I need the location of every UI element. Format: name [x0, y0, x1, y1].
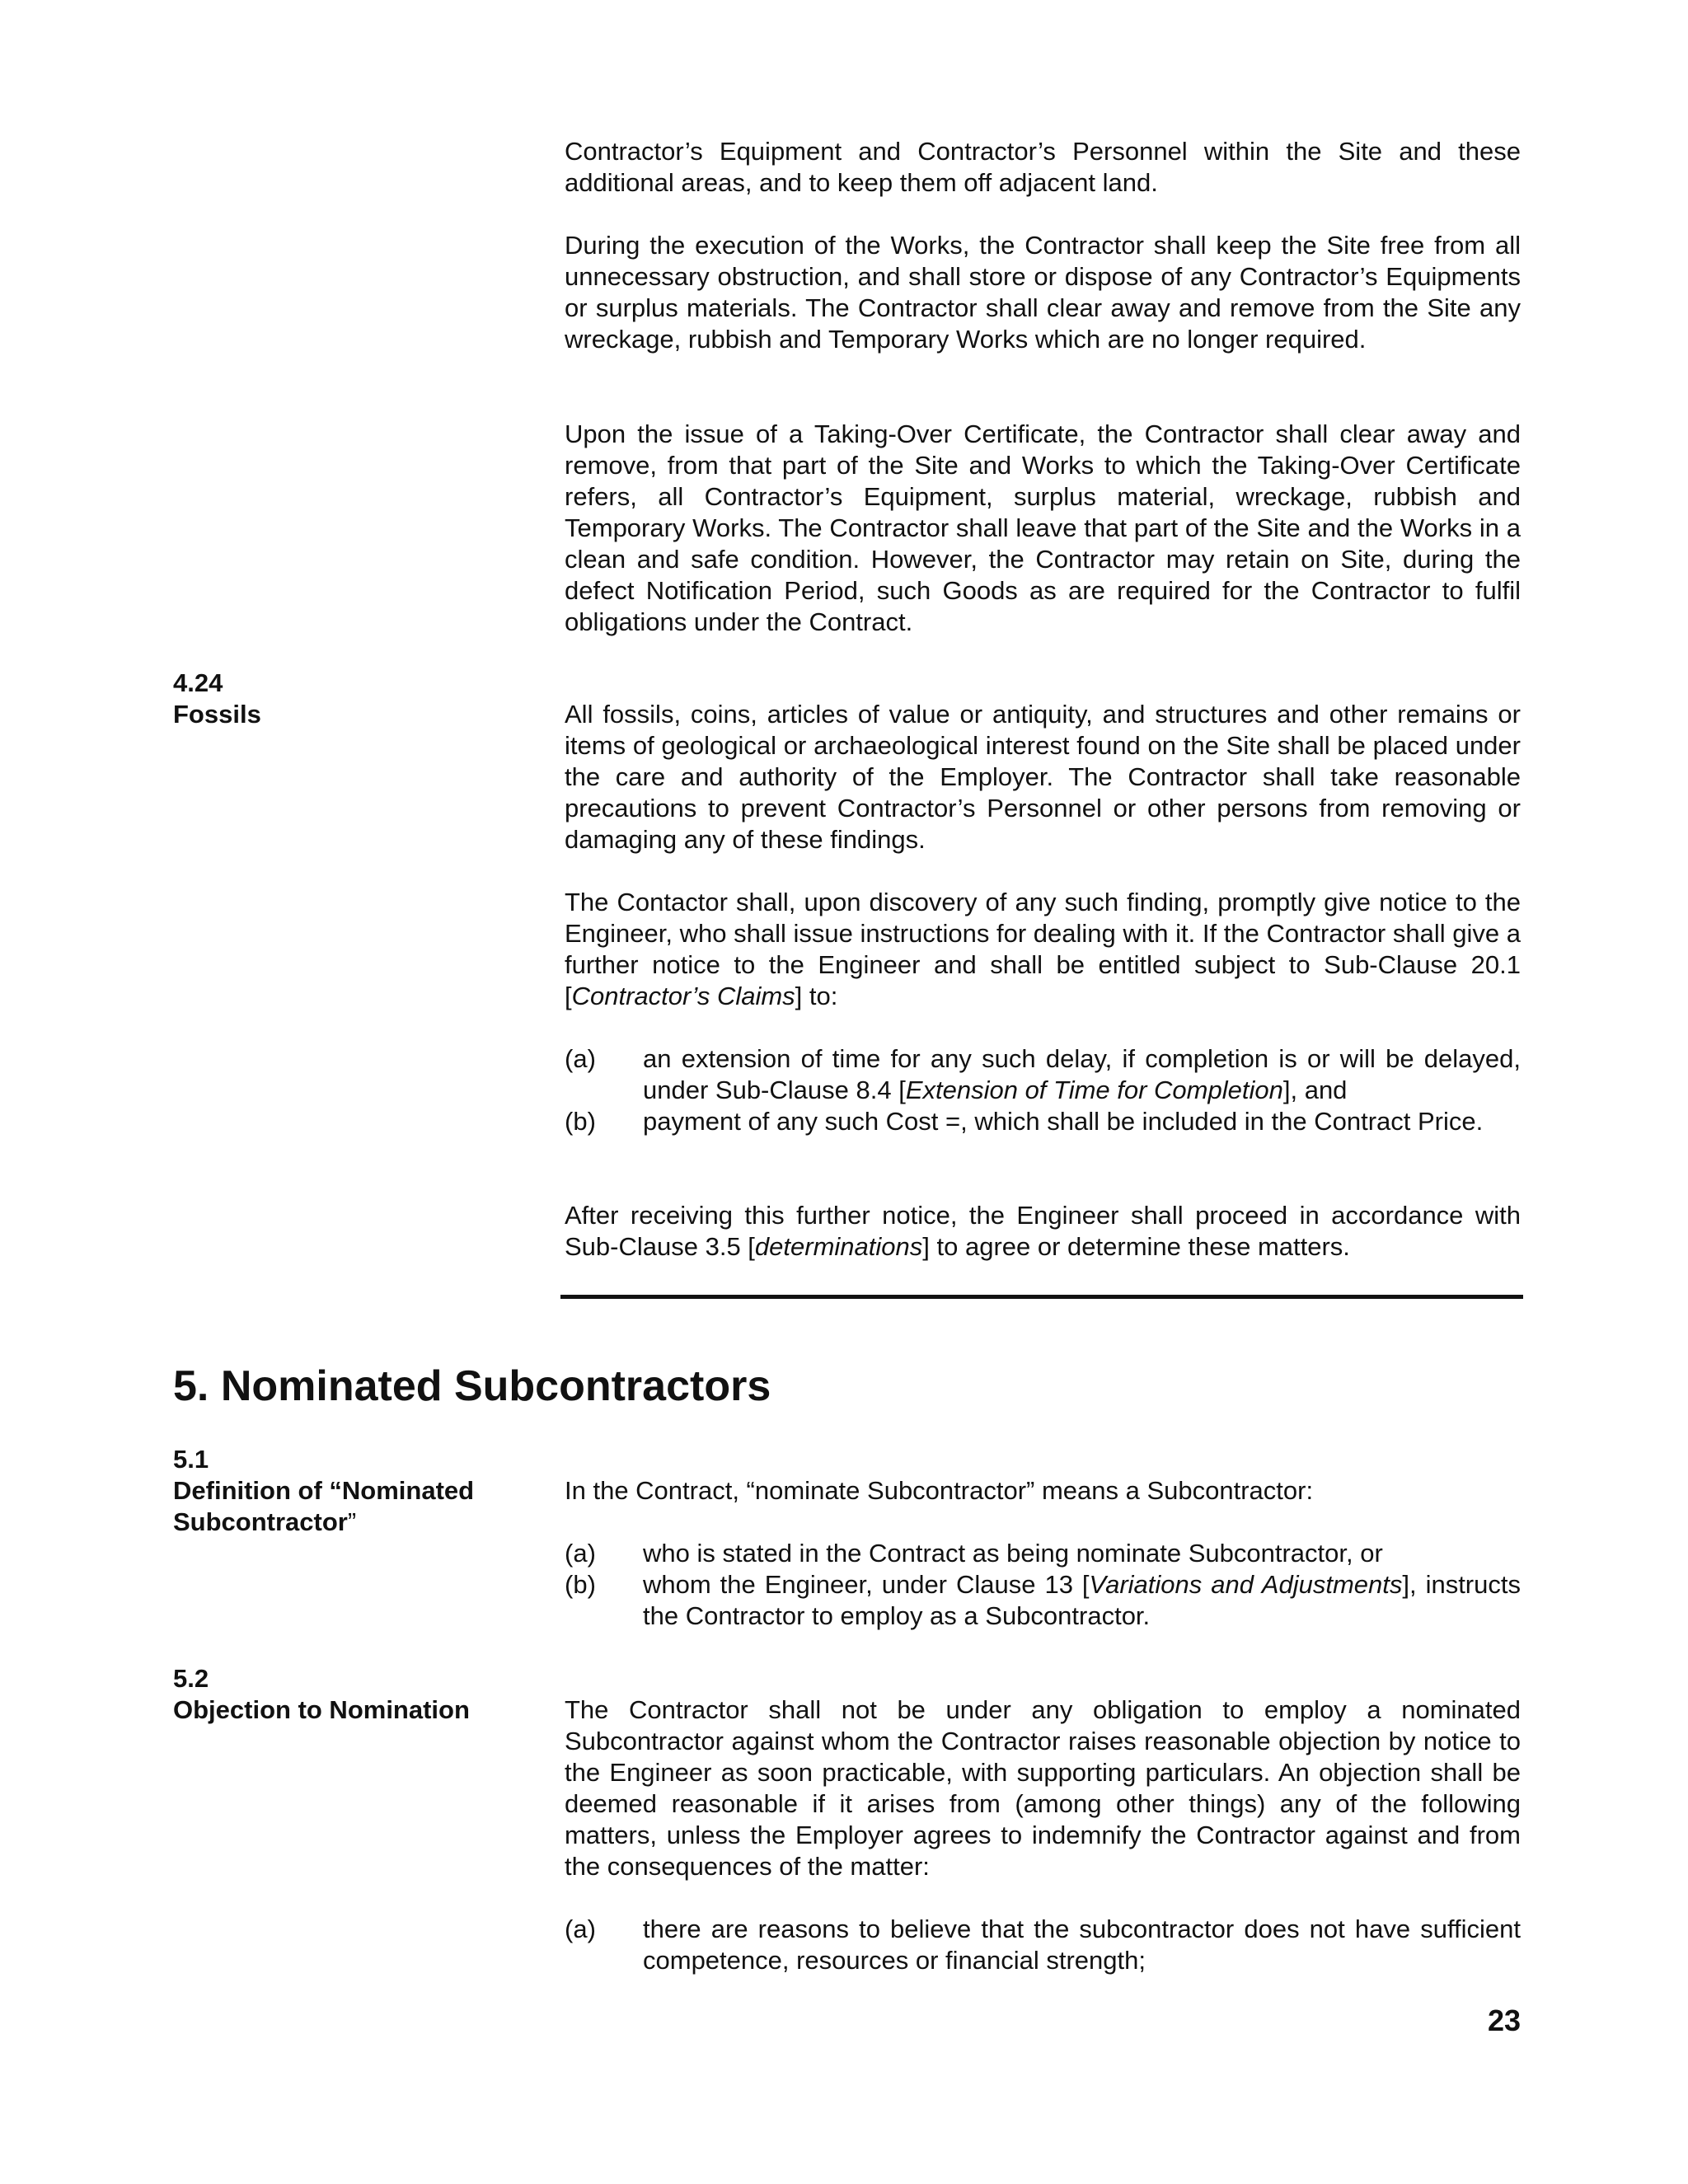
list-text: who is stated in the Contract as being nominate Subcontractor, or	[643, 1539, 1383, 1568]
list-label: (b)	[565, 1107, 596, 1136]
list-text	[643, 1569, 1521, 1632]
clause-number: 5.2	[173, 1664, 209, 1693]
list-item	[565, 1569, 1521, 1632]
text-run: After receiving this further notice, the Engineer shall proceed in accordance with Sub-Clause 3.5 [	[565, 1201, 1521, 1261]
paragraph-keep-site-clear: During the execution of the Works, the Contractor shall keep the Site free from all unnecessary obstruction, and shall store or dispose of any Contractor’s Equipments or surplus materials. The Contractor shall clear away and remove from the Site any wreckage, rubbish and Temporary Works which are no longer required.	[565, 231, 1521, 354]
paragraph-fossils-care: All fossils, coins, articles of value or antiquity, and structures and other remains or items of geological or archaeological interest found on the Site shall be placed under the care and authority of the Employer. The Contractor shall take reasonable precautions to prevent Contractor’s Personnel or other persons from removing or damaging any of these findings.	[565, 700, 1521, 854]
page-number: 23	[1487, 2004, 1521, 2037]
clause-number: 5.1	[173, 1445, 209, 1474]
paragraph-objection: The Contractor shall not be under any obligation to employ a nominated Subcontractor against whom the Contractor raises reasonable objection by notice to the Engineer as soon practicable, with supporting particulars. An objection shall be deemed reasonable if it arises from (among other things) any of the following matters, unless the Employer agrees to indemnify the Contractor against and from the consequences of the matter:	[565, 1695, 1521, 1881]
paragraph-nominated-definition: In the Contract, “nominate Subcontractor” means a Subcontractor:	[565, 1476, 1314, 1505]
clause-title: Fossils	[173, 700, 261, 729]
paragraph-site-areas: Contractor’s Equipment and Contractor’s Personnel within the Site and these additional areas, and to keep them off adjacent land.	[565, 137, 1521, 197]
paragraph-taking-over: Upon the issue of a Taking-Over Certificate, the Contractor shall clear away and remove, from that part of the Site and Works to which the Taking-Over Certificate refers, all Contractor’s Equipment, surplus material, wreckage, rubbish and Temporary Works. The Contractor shall leave that part of the Site and the Works in a clean and safe condition. However, the Contractor may retain on Site, during the defect Notification Period, such Goods as are required for the Contractor to fulfil obligations under the Contract.	[565, 419, 1521, 636]
list-item	[565, 1043, 1521, 1106]
clause-title-line1: Definition of “Nominated	[173, 1476, 475, 1505]
clause-title: Objection to Nomination	[173, 1695, 470, 1724]
text-run: an extension of time for any such delay, if completion is or will be delayed, under Sub-Clause 8.4 [	[643, 1044, 1521, 1104]
list-label: (a)	[565, 1539, 596, 1568]
list-label: (a)	[565, 1044, 596, 1073]
italic-reference: Variations and Adjustments	[1089, 1570, 1403, 1599]
paragraph-fossils-notice	[565, 887, 1521, 1012]
section-heading: 5. Nominated Subcontractors	[173, 1362, 771, 1410]
closing-quote: ”	[347, 1507, 357, 1536]
list-text	[643, 1043, 1521, 1106]
clause-5-1-heading	[173, 1444, 536, 1538]
text-run: ], and	[1282, 1076, 1348, 1104]
text-run: ], instructs the Contractor to employ as a Subcontractor.	[643, 1570, 1521, 1630]
clause-5-2-heading	[173, 1663, 536, 1726]
text-run: whom the Engineer, under Clause 13 [	[643, 1570, 1090, 1599]
italic-reference: Extension of Time for Completion	[905, 1076, 1283, 1104]
italic-reference: Contractor’s Claims	[571, 982, 795, 1010]
text-run: ] to agree or determine these matters.	[922, 1232, 1350, 1261]
italic-reference: determinations	[754, 1232, 923, 1261]
paragraph-engineer-determination	[565, 1200, 1521, 1263]
list-label: (b)	[565, 1570, 596, 1599]
list-label: (a)	[565, 1915, 596, 1943]
list-item	[565, 1538, 1521, 1569]
text-run: ] to:	[795, 982, 838, 1010]
list-item	[565, 1106, 1521, 1137]
text-run: The Contactor shall, upon discovery of any such finding, promptly give notice to the Engineer, who shall issue instructions for dealing with it. If the Contractor shall give a further notice to the Engineer and shall be entitled subject to Sub-Clause 20.1 [	[565, 888, 1521, 1010]
section-divider	[560, 1295, 1523, 1299]
list-item	[565, 1914, 1521, 1976]
clause-number: 4.24	[173, 668, 223, 697]
clause-4-24-heading	[173, 668, 536, 730]
clause-title-line2: Subcontractor	[173, 1507, 348, 1536]
list-text: there are reasons to believe that the subcontractor does not have sufficient competence, resources or financial strength;	[643, 1915, 1521, 1975]
list-text: payment of any such Cost =, which shall be included in the Contract Price.	[643, 1107, 1484, 1136]
